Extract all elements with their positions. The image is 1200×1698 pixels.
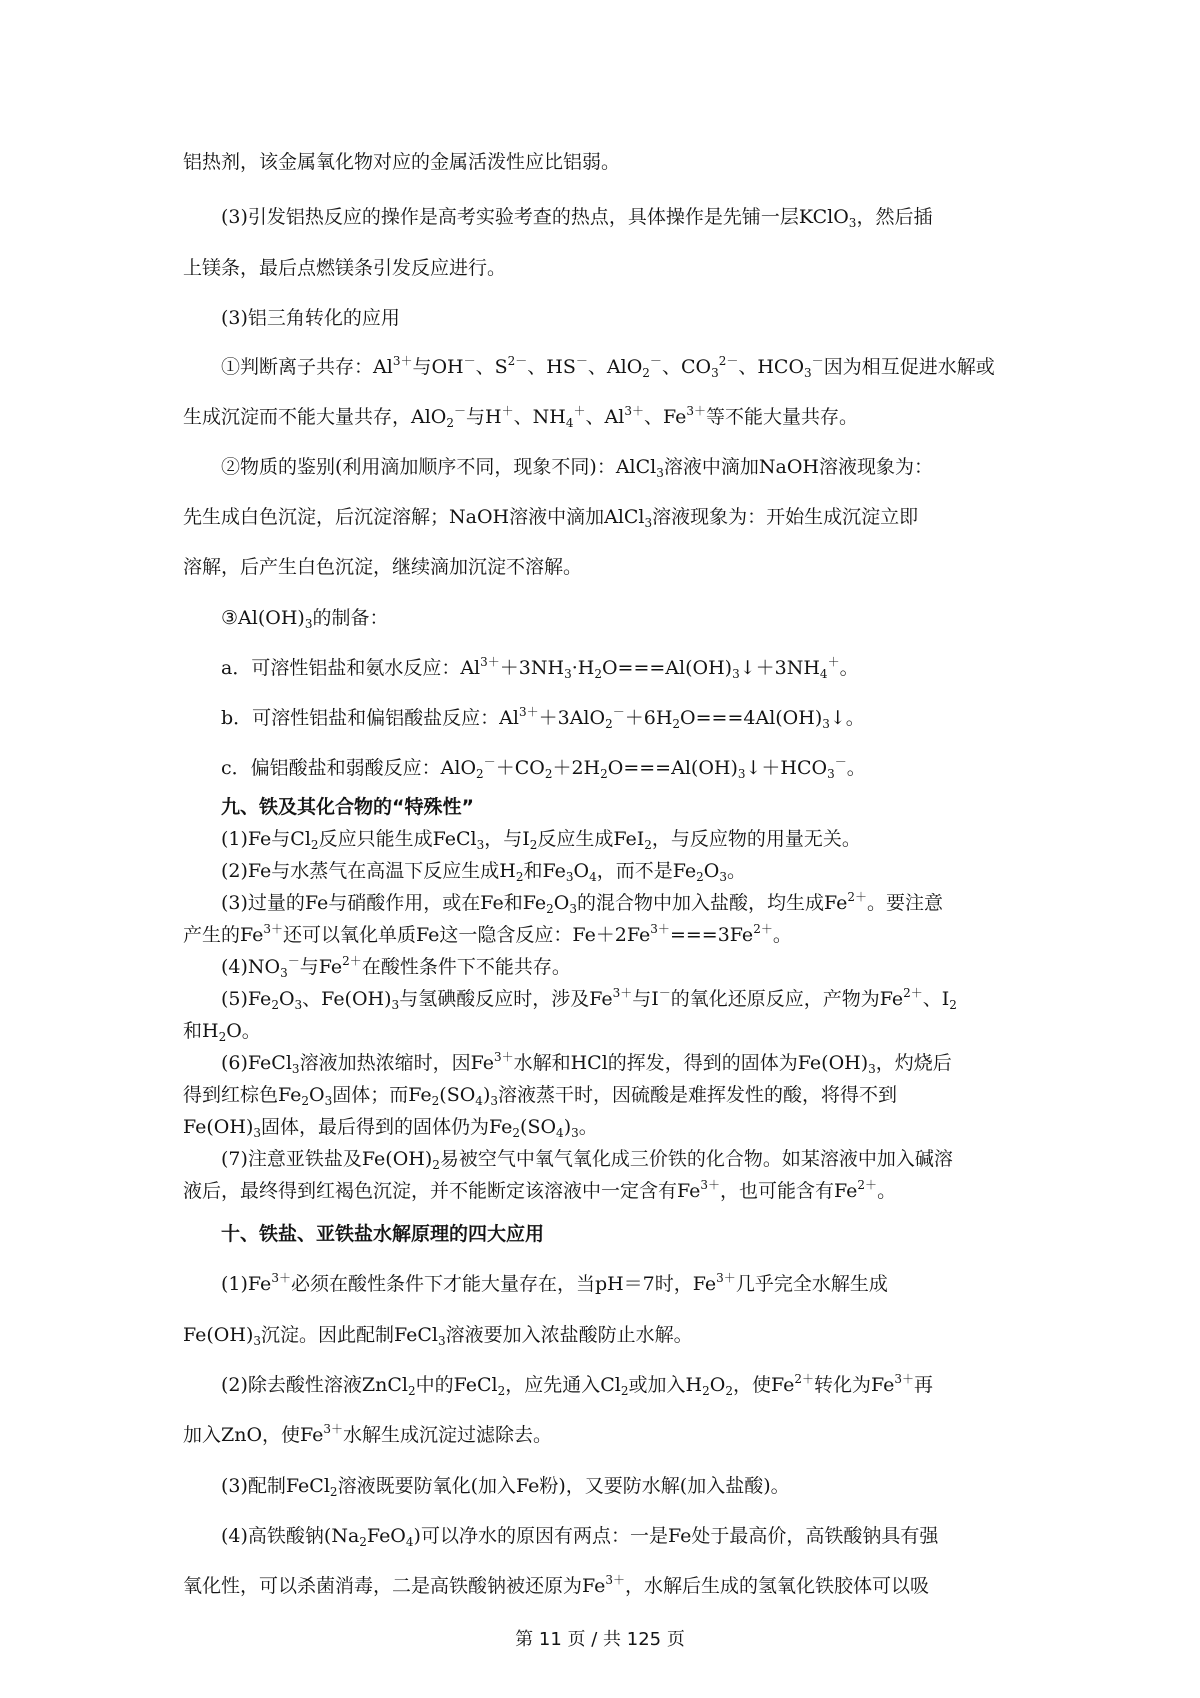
section-heading: 十、铁盐、亚铁盐水解原理的四大应用	[221, 1223, 545, 1245]
subscript: 3	[571, 1126, 579, 1140]
subscript: 3	[253, 1334, 261, 1348]
subscript: 2	[431, 1094, 440, 1108]
superscript: －	[287, 954, 300, 968]
section-heading: 九、铁及其化合物的“特殊性”	[221, 796, 474, 818]
body-line: $(5)Fe_2O_3$、$Fe(OH)_3$与氢碘酸反应时，涉及$Fe^{3+}$与I－的氧化还原反应，产物为$Fe^{2+}$、$I_2$	[221, 986, 957, 1012]
subscript: 2	[446, 416, 455, 430]
subscript: 2	[476, 767, 484, 781]
subscript: 2	[497, 1384, 506, 1398]
superscript: －	[834, 755, 847, 769]
superscript: 2－	[718, 354, 739, 368]
superscript: 3＋	[894, 1372, 915, 1386]
subscript: 4	[405, 1535, 414, 1549]
body-line: $③Al(OH)_3$的制备：	[221, 607, 389, 631]
subscript: 2	[672, 717, 681, 731]
subscript: 3	[804, 366, 812, 380]
superscript: 3＋	[686, 404, 706, 418]
page-footer: 第 11 页 / 共 125 页	[515, 1629, 685, 1650]
superscript: 3＋	[493, 1050, 514, 1064]
subscript: 4	[819, 667, 828, 681]
superscript: －	[463, 354, 476, 368]
body-line: (3)配制FeCl$_2$溶液既要防氧化(加入Fe粉)，又要防水解(加入盐酸)。	[221, 1475, 790, 1499]
superscript: 3＋	[323, 1422, 344, 1436]
subscript: 3	[827, 767, 835, 781]
superscript: 3＋	[650, 922, 670, 936]
subscript: 3	[490, 1094, 498, 1108]
subscript: 3	[391, 998, 400, 1012]
subscript: 3	[848, 216, 857, 230]
body-line: $(1)Fe^{3+}$必须在酸性条件下才能大量存在，当pH＝7时，$Fe^{3+}$几乎完全水解生成	[221, 1271, 888, 1295]
subscript: 3	[564, 667, 572, 681]
body-line: ②物质的鉴别(利用滴加顺序不同，现象不同)：AlCl$_3$溶液中滴加NaOH溶液现象为：	[221, 456, 933, 480]
body-line: (1)Fe与$Cl_2$反应只能生成FeCl$_3$，与$I_2$反应生成FeI$_2$，与反应物的用量无关。	[221, 828, 861, 852]
body-line: c．偏铝酸盐和弱酸反应：$AlO_2^-+CO_2+2H_2O===Al(OH)_3↓+HCO_3^-$。	[221, 755, 866, 781]
superscript: 3＋	[518, 705, 539, 719]
body-line: 铝热剂，该金属氧化物对应的金属活泼性应比铝弱。	[183, 151, 621, 173]
subscript: 3	[291, 1062, 300, 1076]
superscript: 3＋	[263, 922, 284, 936]
subscript: 3	[324, 1094, 333, 1108]
body-line: 加入ZnO，使$Fe^{3+}$水解生成沉淀过滤除去。	[183, 1422, 553, 1446]
subscript: 3	[304, 617, 313, 631]
body-line: 产生的$Fe^{3+}$还可以氧化单质Fe这一隐含反应：$Fe+2Fe^{3+}===3Fe^{2+}$。	[183, 922, 792, 946]
subscript: 2	[271, 998, 279, 1012]
superscript: 3＋	[612, 986, 633, 1000]
subscript: 2	[310, 838, 319, 852]
body-line: 生成沉淀而不能大量共存，AlO$_2$－与H＋、$NH_4^+$、$Al^{3+}$、$Fe^{3+}$等不能大量共存。	[183, 404, 858, 430]
body-line: b．可溶性铝盐和偏铝酸盐反应：$Al^{3+}+3AlO_2^-+6H_2O===4Al(OH)_3↓$。	[221, 705, 865, 731]
superscript: 2＋	[857, 1178, 878, 1192]
subscript: 3	[711, 366, 719, 380]
body-line: $(4)NO_3^-$与$Fe^{2+}$在酸性条件下不能共存。	[221, 954, 571, 980]
subscript: 3	[565, 870, 574, 884]
superscript: 3＋	[480, 655, 500, 669]
subscript: 2	[594, 667, 602, 681]
subscript: 2	[407, 1384, 416, 1398]
body-line: $Fe(OH)_3$沉淀。因此配制FeCl$_3$溶液要加入浓盐酸防止水解。	[183, 1324, 693, 1348]
body-line: 得到红棕色$Fe_2O_3$固体；而$Fe_2(SO_4)_3$溶液蒸干时，因硫酸是难挥发性的酸，将得不到	[183, 1084, 898, 1108]
subscript: 3	[253, 1126, 261, 1140]
subscript: 2	[432, 1158, 440, 1172]
body-line: (3)过量的Fe与硝酸作用，或在Fe和$Fe_2O_3$的混合物中加入盐酸，均生成$Fe^{2+}$。要注意	[221, 890, 943, 916]
body-line: 液后，最终得到红褐色沉淀，并不能断定该溶液中一定含有$Fe^{3+}$，也可能含有$Fe^{2+}$。	[183, 1178, 897, 1202]
subscript: 2	[512, 1126, 521, 1140]
subscript: 3	[294, 998, 303, 1012]
superscript: 2＋	[903, 986, 923, 1000]
subscript: 3	[732, 667, 740, 681]
subscript: 4	[556, 1126, 564, 1140]
subscript: 2	[515, 870, 524, 884]
superscript: －	[649, 354, 662, 368]
superscript: ＋	[573, 404, 586, 418]
body-line: (6)FeCl$_3$溶液加热浓缩时，因$Fe^{3+}$水解和HCl的挥发，得到的固体为$Fe(OH)_3$，灼烧后	[221, 1050, 952, 1076]
body-line: (3)引发铝热反应的操作是高考实验考查的热点，具体操作是先铺一层KClO$_3$，然后插	[221, 206, 933, 230]
subscript: 4	[565, 416, 574, 430]
subscript: 2	[546, 902, 554, 916]
body-line: a．可溶性铝盐和氨水反应：$Al^{3+}+3NH_3\cdot H_2O===Al(OH)_3↓+3NH_4^+$。	[221, 655, 859, 681]
superscript: －	[658, 986, 671, 1000]
subscript: 3	[644, 516, 653, 530]
body-line: (2)Fe与水蒸气在高温下反应生成$H_2$和$Fe_3O_4$，而不是$Fe_2O_3$。	[221, 860, 747, 884]
body-line: 溶解，后产生白色沉淀，继续滴加沉淀不溶解。	[183, 556, 583, 578]
subscript: 2	[301, 1094, 310, 1108]
superscript: －	[454, 404, 467, 418]
superscript: 2－	[507, 354, 528, 368]
subscript: 4	[589, 870, 597, 884]
superscript: 2＋	[342, 954, 362, 968]
subscript: 2	[642, 366, 650, 380]
subscript: 3	[476, 838, 485, 852]
superscript: －	[612, 705, 625, 719]
subscript: 3	[737, 767, 746, 781]
superscript: ＋	[827, 655, 840, 669]
body-line: (3)铝三角转化的应用	[221, 307, 400, 329]
subscript: 2	[696, 870, 704, 884]
body-line: (2)除去酸性溶液ZnCl$_2$中的FeCl$_2$，应先通入$Cl_2$或加入$H_2O_2$，使$Fe^{2+}$转化为$Fe^{3+}$再	[221, 1372, 934, 1398]
subscript: 2	[725, 1384, 733, 1398]
superscript: －	[575, 354, 588, 368]
superscript: 3＋	[700, 1178, 721, 1192]
superscript: 3＋	[605, 1573, 626, 1587]
superscript: －	[811, 354, 824, 368]
superscript: 2＋	[794, 1372, 814, 1386]
subscript: 2	[949, 998, 957, 1012]
subscript: 3	[822, 717, 830, 731]
subscript: 3	[569, 902, 577, 916]
superscript: 3＋	[392, 354, 413, 368]
subscript: 2	[529, 838, 538, 852]
superscript: 2＋	[847, 890, 867, 904]
subscript: 2	[359, 1535, 367, 1549]
superscript: －	[483, 755, 496, 769]
subscript: 4	[475, 1094, 483, 1108]
subscript: 3	[868, 1062, 876, 1076]
subscript: 2	[544, 767, 553, 781]
subscript: 2	[218, 1030, 227, 1044]
superscript: 3＋	[624, 404, 644, 418]
subscript: 3	[438, 1334, 446, 1348]
body-line: ①判断离子共存：$Al^{3+}$与OH－、$S^{2-}$、HS－、AlO$_2$－、$CO_3^{2-}$、$HCO_3^-$因为相互促进水解或	[221, 354, 995, 380]
subscript: 2	[329, 1485, 338, 1499]
body-line: 和$H_2O$。	[183, 1020, 261, 1044]
subscript: 3	[656, 466, 664, 480]
body-line: $Fe(OH)_3$固体，最后得到的固体仍为$Fe_2(SO_4)_3$。	[183, 1116, 598, 1140]
body-line: 上镁条，最后点燃镁条引发反应进行。	[183, 257, 507, 279]
superscript: ＋	[501, 404, 514, 418]
superscript: 2＋	[753, 922, 773, 936]
subscript: 2	[644, 838, 652, 852]
subscript: 2	[702, 1384, 710, 1398]
subscript: 2	[620, 1384, 629, 1398]
body-line: 先生成白色沉淀，后沉淀溶解；NaOH溶液中滴加AlCl$_3$溶液现象为：开始生成沉淀立即	[183, 506, 919, 530]
body-line: 氧化性，可以杀菌消毒，二是高铁酸钠被还原为$Fe^{3+}$，水解后生成的氢氧化铁胶体可以吸	[183, 1573, 930, 1597]
subscript: 2	[600, 767, 608, 781]
body-line: (7)注意亚铁盐及$Fe(OH)_2$易被空气中氧气氧化成三价铁的化合物。如某溶液中加入碱溶	[221, 1148, 953, 1172]
subscript: 3	[719, 870, 728, 884]
superscript: 3＋	[271, 1271, 291, 1285]
superscript: 3＋	[716, 1271, 736, 1285]
subscript: 3	[280, 966, 288, 980]
body-line: (4)高铁酸钠$(Na_2FeO_4)$可以净水的原因有两点：一是Fe处于最高价，高铁酸钠具有强	[221, 1525, 939, 1549]
subscript: 2	[605, 717, 613, 731]
